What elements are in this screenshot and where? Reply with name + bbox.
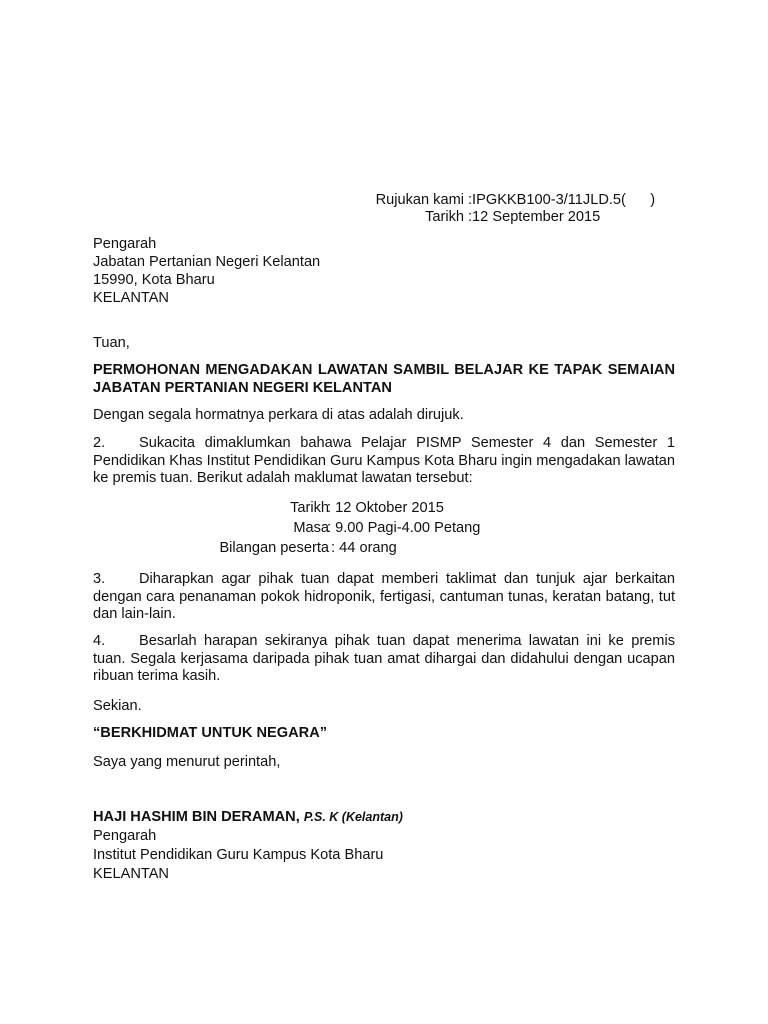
- detail-label: Tarikh: [290, 500, 329, 516]
- paragraph-4: [93, 633, 675, 686]
- recipient-line: KELANTAN: [93, 290, 169, 306]
- recipient-line: Jabatan Pertanian Negeri Kelantan: [93, 254, 321, 270]
- signatory-institution: Institut Pendidikan Guru Kampus Kota Bharu: [93, 847, 384, 863]
- reference-block: [368, 192, 655, 226]
- detail-value: : 12 Oktober 2015: [327, 500, 444, 516]
- recipient-line: 15990, Kota Bharu: [93, 272, 215, 288]
- detail-row-date: [93, 498, 675, 518]
- date-label: Tarikh: [425, 209, 464, 225]
- detail-row-time: [93, 518, 675, 538]
- signatory-name-row: [93, 808, 675, 826]
- reference-label: Rujukan kami: [375, 192, 464, 208]
- signatory-title: P.S. K (Kelantan): [303, 810, 403, 824]
- paragraph-number: 2.: [93, 435, 106, 451]
- paragraph-1: Dengan segala hormatnya perkara di atas adalah dirujuk.: [93, 407, 464, 423]
- paragraph-3: [93, 571, 675, 624]
- detail-label: Bilangan peserta: [219, 540, 329, 556]
- detail-label: Masa: [293, 520, 329, 536]
- date-value: :12 September 2015: [468, 209, 601, 225]
- detail-row-participants: [93, 538, 675, 558]
- paragraph-number: 4.: [93, 633, 106, 649]
- closing-sekian: Sekian.: [93, 698, 142, 714]
- paragraph-text: Besarlah harapan sekiranya pihak tuan dapat menerima lawatan ini ke premis tuan. Segala kerjasama daripada pihak tuan amat dihargai dan didahului dengan ucapan ribuan terima kasih.: [93, 633, 675, 684]
- detail-value: : 44 orang: [327, 540, 397, 556]
- letter-subject: PERMOHONAN MENGADAKAN LAWATAN SAMBIL BELAJAR KE TAPAK SEMAIAN JABATAN PERTANIAN NEGERI KELANTAN: [93, 362, 675, 396]
- closing-motto: “BERKHIDMAT UNTUK NEGARA”: [93, 725, 328, 741]
- reference-value: :IPGKKB100-3/11JLD.5( ): [468, 192, 656, 208]
- visit-details: [93, 498, 675, 558]
- signatory-state: KELANTAN: [93, 866, 169, 882]
- reference-number-row: [368, 192, 655, 209]
- detail-value: : 9.00 Pagi-4.00 Petang: [327, 520, 481, 536]
- paragraph-2: [93, 435, 675, 488]
- paragraph-text: Diharapkan agar pihak tuan dapat memberi taklimat dan tunjuk ajar berkaitan dengan cara penanaman pokok hidroponik, fertigasi, cantuman tunas, keratan batang, tut dan lain-lain.: [93, 571, 675, 622]
- closing-yours: Saya yang menurut perintah,: [93, 754, 281, 770]
- signatory-position: Pengarah: [93, 828, 157, 844]
- recipient-address: [93, 235, 320, 307]
- paragraph-text: Sukacita dimaklumkan bahawa Pelajar PISMP Semester 4 dan Semester 1 Pendidikan Khas Institut Pendidikan Guru Kampus Kota Bharu ingin mengadakan lawatan ke premis tuan. Berikut adalah maklumat lawatan tersebut:: [93, 435, 675, 486]
- salutation: Tuan,: [93, 335, 130, 351]
- paragraph-number: 3.: [93, 571, 106, 587]
- reference-date-row: [368, 209, 655, 226]
- signatory-name: HAJI HASHIM BIN DERAMAN,: [93, 809, 300, 825]
- recipient-line: Pengarah: [93, 236, 157, 252]
